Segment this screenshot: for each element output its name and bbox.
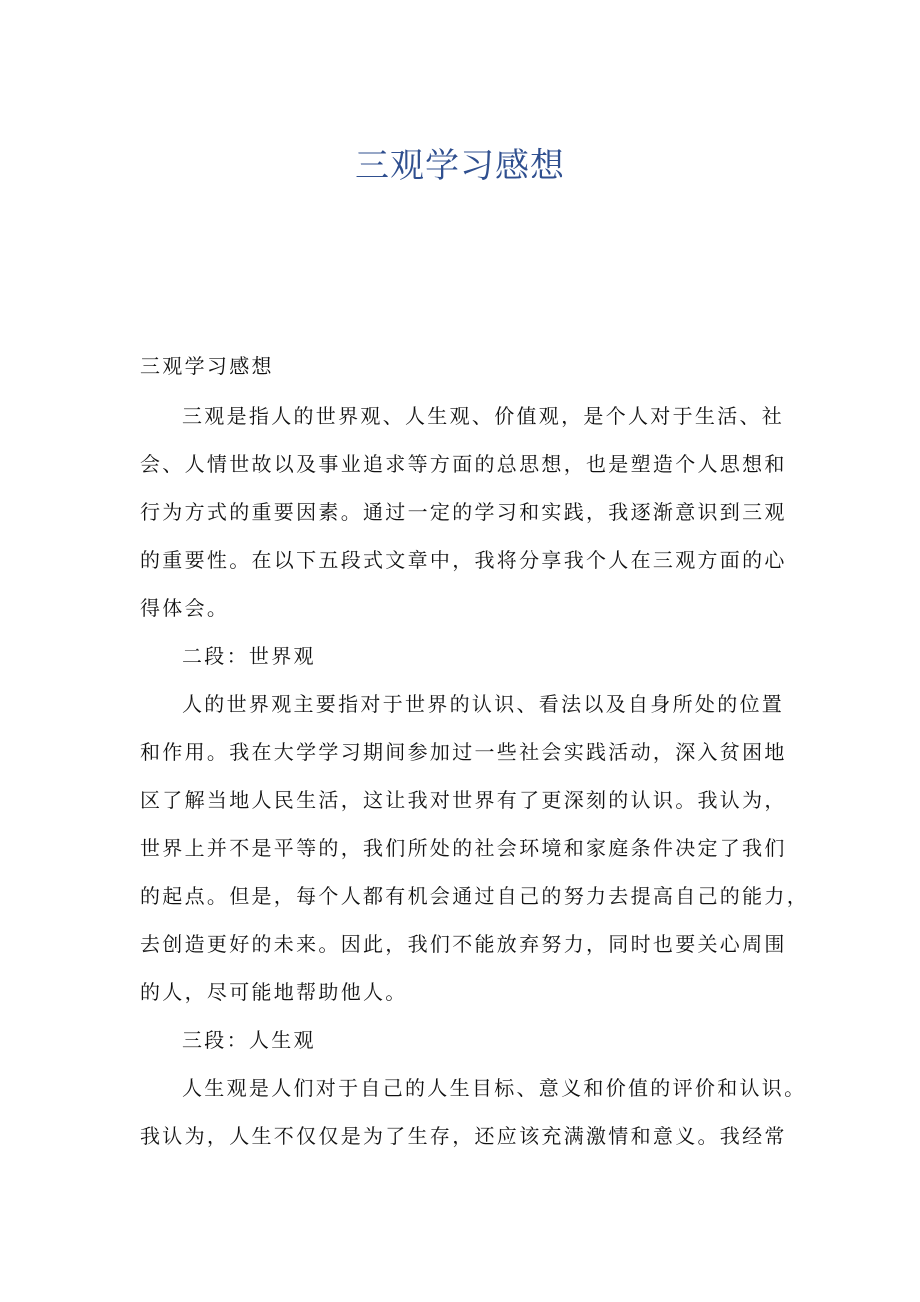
paragraph-line: 得体会。	[140, 596, 230, 620]
paragraph-line: 的重要性。在以下五段式文章中，我将分享我个人在三观方面的心	[140, 548, 787, 572]
paragraph-line: 行为方式的重要因素。通过一定的学习和实践，我逐渐意识到三观	[140, 500, 787, 524]
paragraph-line: 人生观是人们对于自己的人生目标、意义和价值的评价和认识。	[182, 1076, 807, 1100]
paragraph-line: 会、人情世故以及事业追求等方面的总思想，也是塑造个人思想和	[140, 452, 787, 476]
paragraph-line: 三观是指人的世界观、人生观、价值观，是个人对于生活、社	[182, 404, 785, 428]
paragraph-line: 区了解当地人民生活，这让我对世界有了更深刻的认识。我认为，	[140, 788, 787, 812]
section-heading: 二段：世界观	[182, 644, 316, 668]
paragraph-line: 世界上并不是平等的，我们所处的社会环境和家庭条件决定了我们	[140, 836, 787, 860]
paragraph-line: 人的世界观主要指对于世界的认识、看法以及自身所处的位置	[182, 692, 785, 716]
section-heading: 三观学习感想	[140, 354, 274, 378]
paragraph-line: 去创造更好的未来。因此，我们不能放弃努力，同时也要关心周围	[140, 932, 787, 956]
paragraph-line: 我认为，人生不仅仅是为了生存，还应该充满激情和意义。我经常	[140, 1124, 787, 1148]
document-title: 三观学习感想	[355, 146, 565, 186]
paragraph-line: 的起点。但是，每个人都有机会通过自己的努力去提高自己的能力，	[140, 884, 809, 908]
paragraph-line: 的人，尽可能地帮助他人。	[140, 980, 408, 1004]
section-heading: 三段：人生观	[182, 1028, 316, 1052]
paragraph-line: 和作用。我在大学学习期间参加过一些社会实践活动，深入贫困地	[140, 740, 787, 764]
